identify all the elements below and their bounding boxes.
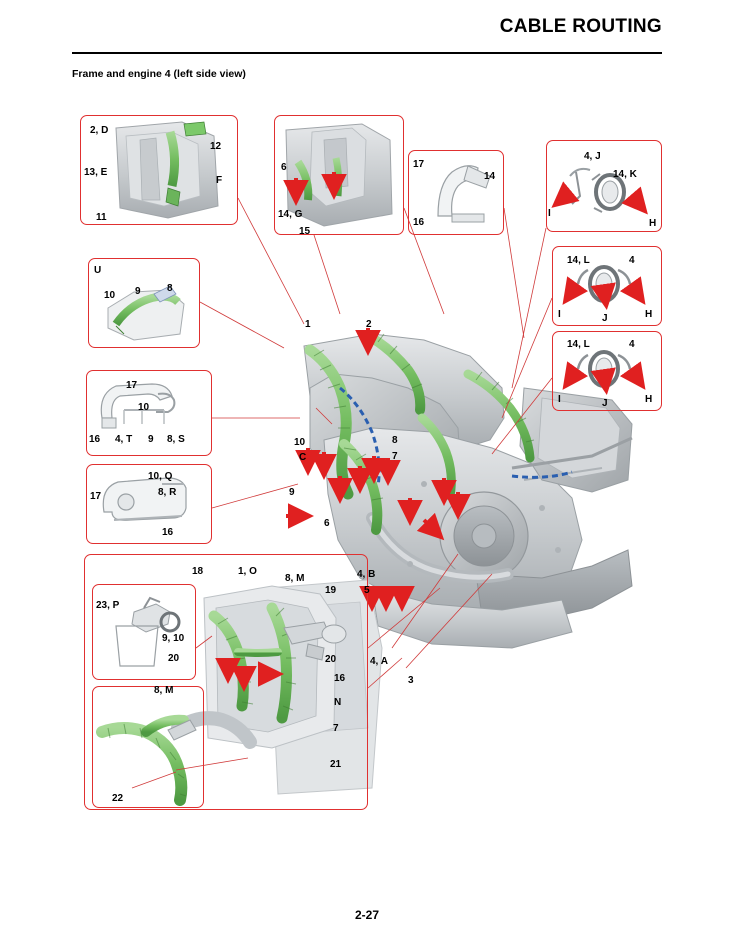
- callout-label: 23, P: [96, 600, 120, 611]
- callout-label: 14, L: [567, 255, 590, 266]
- callout-box-8m-22: [92, 686, 204, 808]
- page-title: CABLE ROUTING: [499, 16, 662, 37]
- callout-label: J: [602, 398, 608, 409]
- callout-label: 22: [112, 793, 124, 804]
- callout-label: 5: [364, 585, 370, 596]
- callout-label: 16: [334, 673, 346, 684]
- callout-label: 1, O: [238, 566, 257, 577]
- callout-label: 21: [330, 759, 342, 770]
- callout-label: I: [558, 394, 561, 405]
- callout-label: U: [94, 265, 102, 276]
- callout-label: 10: [294, 437, 306, 448]
- callout-label: 17: [90, 491, 102, 502]
- callout-label: 7: [333, 723, 339, 734]
- callout-label: 8, R: [158, 487, 177, 498]
- callout-label: 10, Q: [148, 471, 173, 482]
- callout-label: 8, M: [285, 573, 305, 584]
- callout-label: 13, E: [84, 167, 108, 178]
- callout-label: 9, 10: [162, 633, 185, 644]
- callout-label: I: [548, 208, 551, 219]
- callout-label: H: [645, 394, 653, 405]
- callout-label: 4, T: [115, 434, 133, 445]
- callout-label: 9: [135, 286, 141, 297]
- callout-label: 3: [408, 675, 414, 686]
- callout-label: 9: [289, 487, 295, 498]
- callout-label: 14, L: [567, 339, 590, 350]
- callout-label: 1: [305, 319, 311, 330]
- callout-label: 19: [325, 585, 337, 596]
- callout-label: I: [558, 309, 561, 320]
- callout-box-top-right: [546, 140, 662, 232]
- callout-label: 2, D: [90, 125, 109, 136]
- callout-label: 17: [413, 159, 425, 170]
- callout-label: H: [645, 309, 653, 320]
- callout-label: 16: [89, 434, 101, 445]
- callout-label: 8, M: [154, 685, 174, 696]
- callout-label: 10: [138, 402, 150, 413]
- callout-label: 9: [148, 434, 154, 445]
- callout-label: 12: [210, 141, 222, 152]
- callout-label: J: [602, 313, 608, 324]
- callout-label: 6: [324, 518, 330, 529]
- section-title: Frame and engine 4 (left side view): [72, 68, 246, 80]
- callout-label: 11: [96, 212, 107, 223]
- callout-label: 4: [629, 339, 635, 350]
- callout-label: 10: [104, 290, 116, 301]
- callout-label: 4, A: [370, 656, 388, 667]
- callout-label: 4, J: [584, 151, 601, 162]
- callout-box-clamp-23p: [92, 584, 196, 680]
- callout-label: 6: [281, 162, 287, 173]
- callout-label: 20: [325, 654, 337, 665]
- callout-label: 16: [162, 527, 174, 538]
- callout-label: 4: [629, 255, 635, 266]
- callout-label: 8: [167, 283, 173, 294]
- callout-label: 18: [192, 566, 204, 577]
- callout-label: N: [334, 697, 342, 708]
- callout-label: 2: [366, 319, 372, 330]
- callout-label: 17: [126, 380, 138, 391]
- callout-label: H: [649, 218, 657, 229]
- callout-label: 4, B: [357, 569, 376, 580]
- header-divider: [72, 52, 662, 54]
- callout-label: 8, S: [167, 434, 185, 445]
- callout-label: 14, G: [278, 209, 303, 220]
- callout-box-u: [88, 258, 200, 348]
- callout-label: 14: [484, 171, 496, 182]
- callout-label: 8: [392, 435, 398, 446]
- callout-label: 7: [392, 451, 398, 462]
- callout-label: 20: [168, 653, 180, 664]
- callout-label: F: [216, 175, 223, 186]
- callout-label: 14, K: [613, 169, 637, 180]
- page-number: 2-27: [354, 908, 380, 922]
- cable-routing-illustration: [72, 88, 668, 848]
- callout-label: 15: [299, 226, 311, 237]
- callout-label: C: [299, 452, 307, 463]
- callout-label: 16: [413, 217, 425, 228]
